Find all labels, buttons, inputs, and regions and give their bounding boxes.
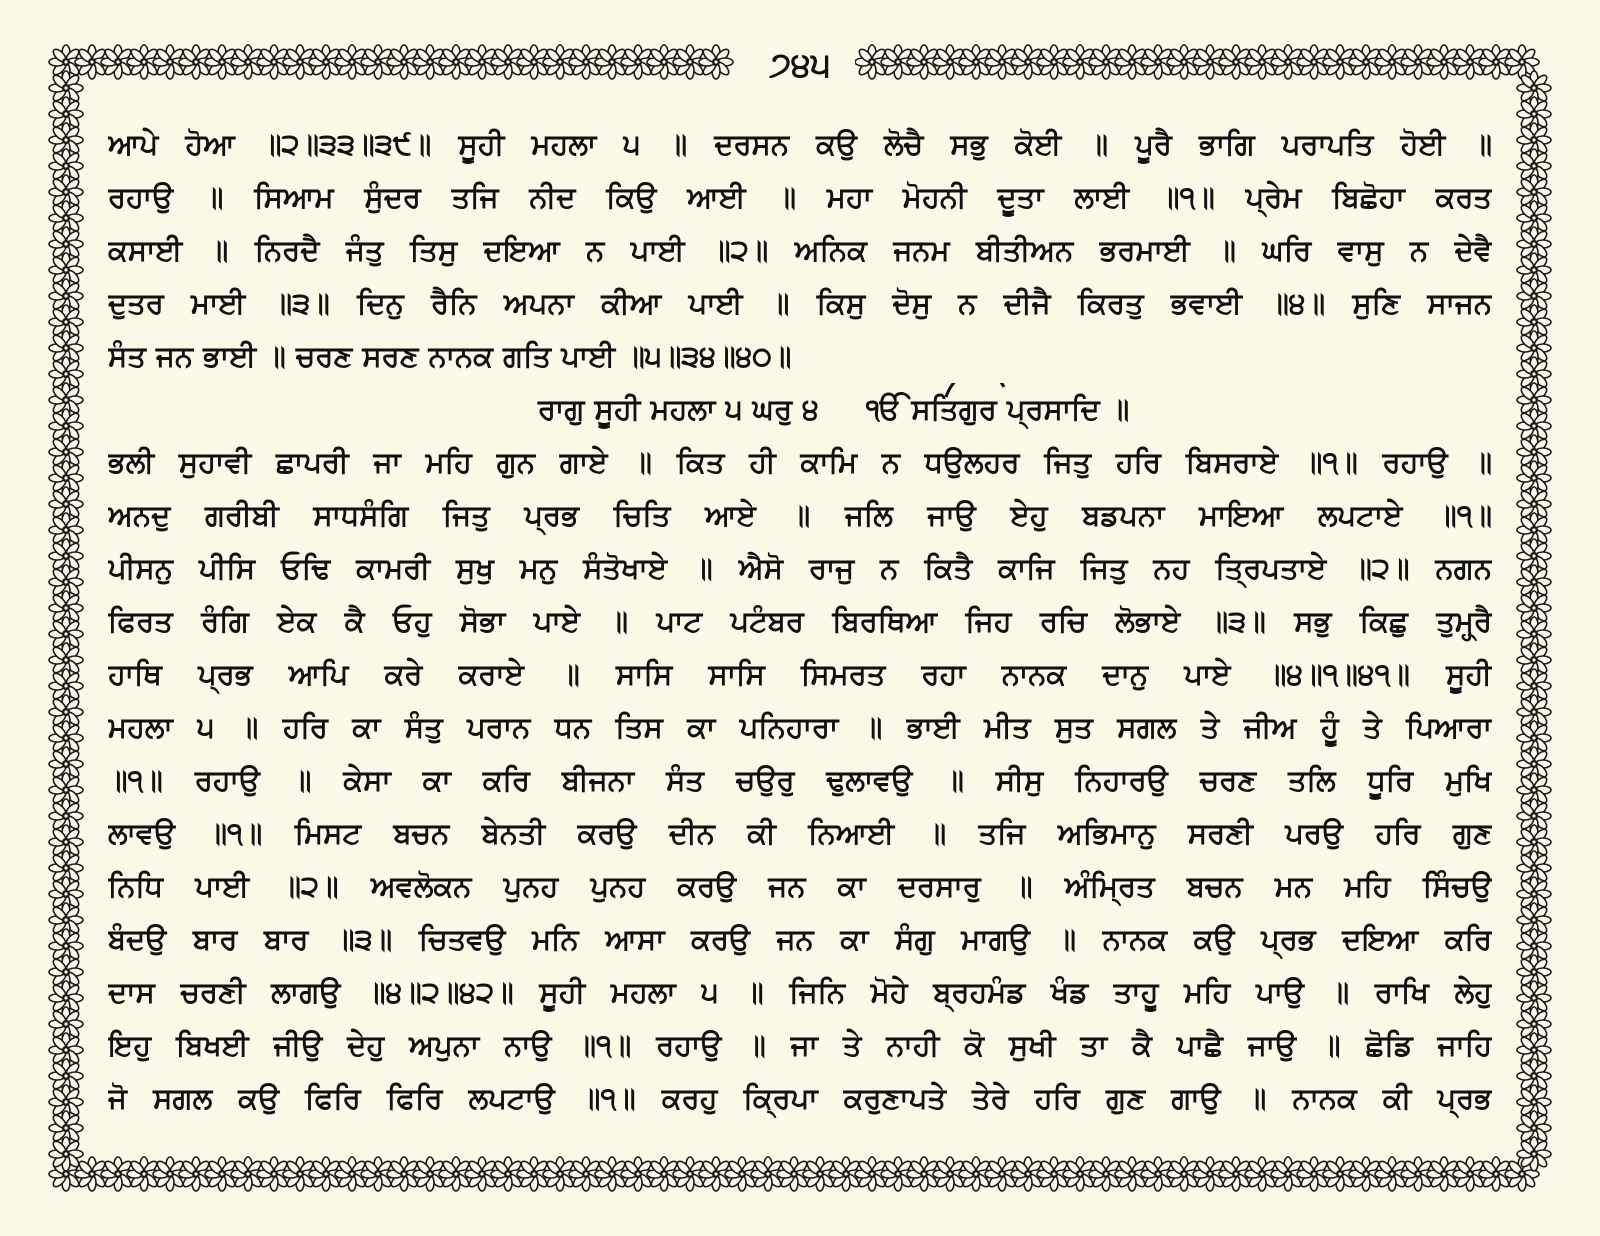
text-line: ਮਹਲਾ ੫ ॥ ਹਰਿ ਕਾ ਸੰਤੁ ਪਰਾਨ ਧਨ ਤਿਸ ਕਾ ਪਨਿਹਾਰਾ ॥ ਭਾਈ ਮੀਤ ਸੁਤ ਸਗਲ ਤੇ ਜੀਅ ਹੂੰ ਤੇ ਪਿਆਰਾ <box>108 710 1492 744</box>
text-block <box>108 118 1492 1125</box>
section-heading <box>108 383 1492 436</box>
text-line: ਲਾਵਉ ॥੧॥ ਮਿਸਟ ਬਚਨ ਬੇਨਤੀ ਕਰਉ ਦੀਨ ਕੀ ਨਿਆਈ ॥ ਤਜਿ ਅਭਿਮਾਨੁ ਸਰਣੀ ਪਰਉ ਹਰਿ ਗੁਣ <box>108 816 1492 850</box>
raag-heading: ਰਾਗੁ ਸੂਹੀ ਮਹਲਾ ੫ ਘਰੁ ੪ <box>538 392 819 426</box>
text-line: ਦੁਤਰ ਮਾਈ ॥੩॥ ਦਿਨੁ ਰੈਨਿ ਅਪਨਾ ਕੀਆ ਪਾਈ ॥ ਕਿਸੁ ਦੋਸੁ ਨ ਦੀਜੈ ਕਿਰਤੁ ਭਵਾਈ ॥੪॥ ਸੁਣਿ ਸਾਜਨ <box>108 286 1492 320</box>
text-line: ਰਹਾਉ ॥ ਸਿਆਮ ਸੁੰਦਰ ਤਜਿ ਨੀਦ ਕਿਉ ਆਈ ॥ ਮਹਾ ਮੋਹਨੀ ਦੂਤਾ ਲਾਈ ॥੧॥ ਪ੍ਰੇਮ ਬਿਛੋਹਾ ਕਰਤ <box>108 180 1492 214</box>
text-line: ਅਨਦੁ ਗਰੀਬੀ ਸਾਧਸੰਗਿ ਜਿਤੁ ਪ੍ਰਭ ਚਿਤਿ ਆਏ ॥ ਜਲਿ ਜਾਉ ਏਹੁ ਬਡਪਨਾ ਮਾਇਆ ਲਪਟਾਏ ॥੧॥ <box>108 498 1492 532</box>
text-line: ਇਹੁ ਬਿਖਈ ਜੀਉ ਦੇਹੁ ਅਪੁਨਾ ਨਾਉ ॥੧॥ ਰਹਾਉ ॥ ਜਾ ਤੇ ਨਾਹੀ ਕੋ ਸੁਖੀ ਤਾ ਕੈ ਪਾਛੈ ਜਾਉ ॥ ਛੋਡਿ ਜਾਹਿ <box>108 1028 1492 1062</box>
text-line: ਬੰਦਉ ਬਾਰ ਬਾਰ ॥੩॥ ਚਿਤਵਉ ਮਨਿ ਆਸਾ ਕਰਉ ਜਨ ਕਾ ਸੰਗੁ ਮਾਗਉ ॥ ਨਾਨਕ ਕਉ ਪ੍ਰਭ ਦਇਆ ਕਰਿ <box>108 922 1492 956</box>
text-line: ਜੋ ਸਗਲ ਕਉ ਫਿਰਿ ਫਿਰਿ ਲਪਟਾਉ ॥੧॥ ਕਰਹੁ ਕ੍ਰਿਪਾ ਕਰੁਣਾਪਤੇ ਤੇਰੇ ਹਰਿ ਗੁਣ ਗਾਉ ॥ ਨਾਨਕ ਕੀ ਪ੍ਰਭ <box>108 1081 1492 1115</box>
text-line: ਭਲੀ ਸੁਹਾਵੀ ਛਾਪਰੀ ਜਾ ਮਹਿ ਗੁਨ ਗਾਏ ॥ ਕਿਤ ਹੀ ਕਾਮਿ ਨ ਧਉਲਹਰ ਜਿਤੁ ਹਰਿ ਬਿਸਰਾਏ ॥੧॥ ਰਹਾਉ ॥ <box>108 445 1492 479</box>
text-line: ਦਾਸ ਚਰਣੀ ਲਾਗਉ ॥੪॥੨॥੪੨॥ ਸੂਹੀ ਮਹਲਾ ੫ ॥ ਜਿਨਿ ਮੋਹੇ ਬ੍ਰਹਮੰਡ ਖੰਡ ਤਾਹੂ ਮਹਿ ਪਾਉ ॥ ਰਾਖਿ ਲੇਹੁ <box>108 975 1492 1009</box>
text-line: ਨਿਧਿ ਪਾਈ ॥੨॥ ਅਵਲੋਕਨ ਪੁਨਹ ਪੁਨਹ ਕਰਉ ਜਨ ਕਾ ਦਰਸਾਰੁ ॥ ਅੰਮ੍ਰਿਤ ਬਚਨ ਮਨ ਮਹਿ ਸਿੰਚਉ <box>108 869 1492 903</box>
text-line: ਸੰਤ ਜਨ ਭਾਈ ॥ ਚਰਣ ਸਰਣ ਨਾਨਕ ਗਤਿ ਪਾਈ ॥੫॥੩੪॥੪੦॥ <box>108 339 792 373</box>
text-line: ਆਪੇ ਹੋਆ ॥੨॥੩੩॥੩੯॥ ਸੂਹੀ ਮਹਲਾ ੫ ॥ ਦਰਸਨ ਕਉ ਲੋਚੈ ਸਭੁ ਕੋਈ ॥ ਪੂਰੈ ਭਾਗਿ ਪਰਾਪਤਿ ਹੋਈ ॥ <box>108 127 1492 161</box>
mool-mantar-heading: ੴ ਸਤਿਗੁਰ ਪ੍ਰਸਾਦਿ ॥ <box>866 392 1130 426</box>
text-line: ਪੀਸਨੁ ਪੀਸਿ ਓਢਿ ਕਾਮਰੀ ਸੁਖੁ ਮਨੁ ਸੰਤੋਖਾਏ ॥ ਐਸੋ ਰਾਜੁ ਨ ਕਿਤੈ ਕਾਜਿ ਜਿਤੁ ਨਹ ਤ੍ਰਿਪਤਾਏ ॥੨॥ ਨਗਨ <box>108 551 1492 585</box>
flower-ornament <box>49 1137 83 1171</box>
text-line: ਫਿਰਤ ਰੰਗਿ ਏਕ ਕੈ ਓਹੁ ਸੋਭਾ ਪਾਏ ॥ ਪਾਟ ਪਟੰਬਰ ਬਿਰਥਿਆ ਜਿਹ ਰਚਿ ਲੋਭਾਏ ॥੩॥ ਸਭੁ ਕਿਛੁ ਤੁਮ੍ਹ੍ਰੈ <box>108 604 1492 638</box>
text-line: ਕਸਾਈ ॥ ਨਿਰਦੈ ਜੰਤੁ ਤਿਸੁ ਦਇਆ ਨ ਪਾਈ ॥੨॥ ਅਨਿਕ ਜਨਮ ਬੀਤੀਅਨ ਭਰਮਾਈ ॥ ਘਰਿ ਵਾਸੁ ਨ ਦੇਵੈ <box>108 233 1492 267</box>
flower-ornament <box>1517 1137 1551 1171</box>
page-number: ੭੪੫ <box>745 40 855 90</box>
flower-ornament <box>699 45 733 79</box>
text-line: ਹਾਥਿ ਪ੍ਰਭ ਆਪਿ ਕਰੇ ਕਰਾਏ ॥ ਸਾਸਿ ਸਾਸਿ ਸਿਮਰਤ ਰਹਾ ਨਾਨਕ ਦਾਨੁ ਪਾਏ ॥੪॥੧॥੪੧॥ ਸੂਹੀ <box>108 657 1492 691</box>
text-line: ॥੧॥ ਰਹਾਉ ॥ ਕੇਸਾ ਕਾ ਕਰਿ ਬੀਜਨਾ ਸੰਤ ਚਉਰੁ ਢੁਲਾਵਉ ॥ ਸੀਸੁ ਨਿਹਾਰਉ ਚਰਣ ਤਲਿ ਧੂਰਿ ਮੁਖਿ <box>108 763 1492 797</box>
